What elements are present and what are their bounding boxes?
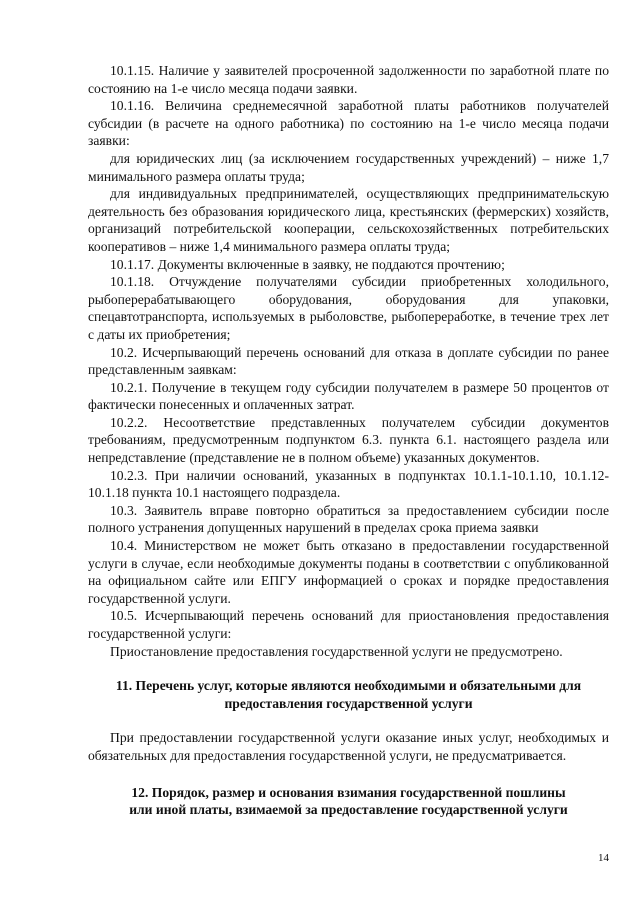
section-12-heading-line2: или иной платы, взимаемой за предоставление государственной услуги bbox=[129, 802, 568, 818]
paragraph-10-2-3: 10.2.3. При наличии оснований, указанных в подпунктах 10.1.1-10.1.10, 10.1.12-10.1.18 пункта 10.1 настоящего подраздела. bbox=[88, 467, 609, 501]
section-11-text: При предоставлении государственной услуги оказание иных услуг, необходимых и обязательных для предоставления государственной услуги, не предусматривается. bbox=[88, 730, 609, 763]
paragraph-10-1-18: 10.1.18. Отчуждение получателями субсидии приобретенных холодильного, рыбоперерабатывающего оборудования, оборудования для упаковки, спецавтотранспорта, используемых в рыболовстве, рыбопереработке, в течение трех лет с даты их приобретения; bbox=[88, 274, 609, 342]
document-page bbox=[88, 62, 609, 819]
paragraph-10-2: 10.2. Исчерпывающий перечень оснований для отказа в доплате субсидии по ранее представленным заявкам: bbox=[88, 344, 609, 378]
section-12-heading bbox=[88, 784, 609, 819]
paragraph-10-2-2: 10.2.2. Несоответствие представленных получателем субсидии документов требованиям, предусмотренным подпунктом 6.3. пункта 6.1. настоящего раздела или непредставление (представление не в полном объеме) указанных документов. bbox=[88, 414, 609, 466]
paragraph-10-5: 10.5. Исчерпывающий перечень оснований для приостановления предоставления государственной услуги: bbox=[88, 608, 609, 641]
paragraph-10-1-15: 10.1.15. Наличие у заявителей просроченной задолженности по заработной плате по состоянию на 1-е число месяца подачи заявки. bbox=[88, 63, 609, 96]
page-number: 14 bbox=[598, 852, 609, 864]
section-12-heading-line1: 12. Порядок, размер и основания взимания государственной пошлины bbox=[131, 784, 566, 800]
paragraph-individual-entrepreneurs: для индивидуальных предпринимателей, осуществляющих предпринимательскую деятельность без образования юридического лица, крестьянских (фермерских) хозяйств, организаций потребительской кооперации, сельскохозяйственных потребительских кооперативов – ниже 1,4 минимального размера оплаты труда; bbox=[88, 186, 609, 254]
paragraph-10-1-16: 10.1.16. Величина среднемесячной заработной платы работников получателей субсидии (в расчете на одного работника) по состоянию на 1-е число месяца подачи заявки: bbox=[88, 98, 609, 149]
paragraph-legal-entities: для юридических лиц (за исключением государственных учреждений) – ниже 1,7 минимального размера оплаты труда; bbox=[88, 150, 609, 184]
section-11-heading-line2: предоставления государственной услуги bbox=[224, 695, 473, 711]
paragraph-10-4: 10.4. Министерством не может быть отказано в предоставлении государственной услуги в случае, если необходимые документы поданы в соответствии с опубликованной на официальном сайте или ЕПГУ информацией о сроках и порядке предоставления государственной услуги. bbox=[88, 538, 609, 606]
paragraph-10-1-17: 10.1.17. Документы включенные в заявку, не поддаются прочтению; bbox=[110, 256, 505, 272]
paragraph-10-3: 10.3. Заявитель вправе повторно обратиться за предоставлением субсидии после полного устранения допущенных нарушений в пределах срока приема заявки bbox=[88, 502, 609, 536]
section-11-heading-line1: 11. Перечень услуг, которые являются необходимыми и обязательными для bbox=[115, 678, 582, 694]
section-11-heading bbox=[88, 677, 609, 712]
paragraph-no-suspension: Приостановление предоставления государственной услуги не предусмотрено. bbox=[110, 643, 563, 659]
paragraph-10-2-1: 10.2.1. Получение в текущем году субсидии получателем в размере 50 процентов от фактически понесенных и оплаченных затрат. bbox=[88, 379, 609, 413]
